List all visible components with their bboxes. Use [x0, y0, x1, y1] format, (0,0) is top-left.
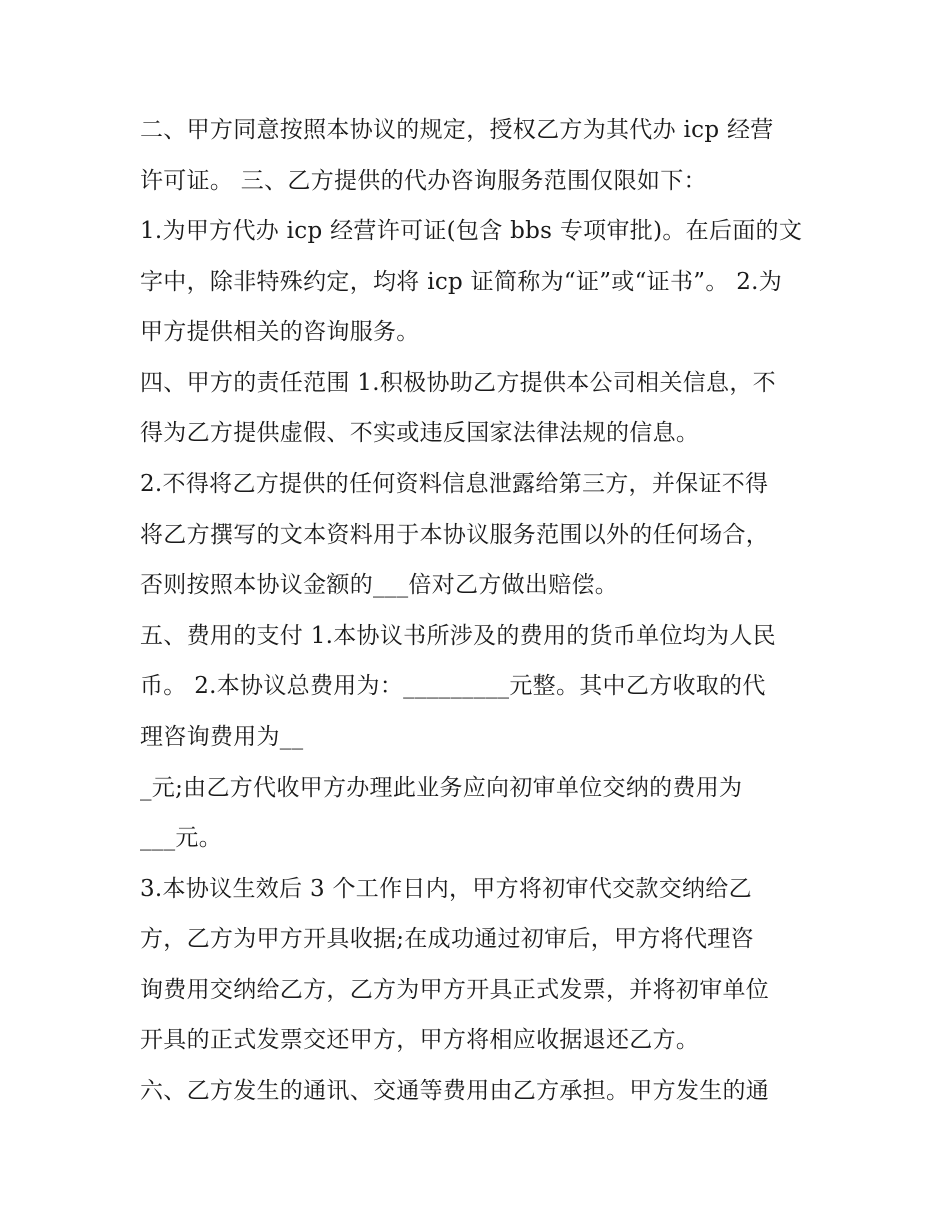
text-line: 方，乙方为甲方开具收据;在成功通过初审后，甲方将代理咨: [140, 926, 754, 952]
text-line: 甲方提供相关的咨询服务。: [140, 319, 420, 345]
text-line: ___元。: [140, 825, 222, 851]
text-line: 四、甲方的责任范围 1.积极协助乙方提供本公司相关信息，不: [140, 370, 776, 396]
text-line: 币。 2.本协议总费用为：_________元整。其中乙方收取的代: [140, 673, 766, 699]
text-line: 1.为甲方代办 icp 经营许可证(包含 bbs 专项审批)。在后面的文: [140, 218, 803, 244]
text-line: 二、甲方同意按照本协议的规定，授权乙方为其代办 icp 经营: [140, 117, 774, 143]
text-line: 六、乙方发生的通讯、交通等费用由乙方承担。甲方发生的通: [140, 1078, 770, 1104]
text-line: 询费用交纳给乙方，乙方为甲方开具正式发票，并将初审单位: [140, 977, 770, 1003]
text-line: 3.本协议生效后 3 个工作日内，甲方将初审代交款交纳给乙: [140, 876, 752, 902]
text-line: 得为乙方提供虚假、不实或违反国家法律法规的信息。: [140, 420, 700, 446]
text-line: 2.不得将乙方提供的任何资料信息泄露给第三方，并保证不得: [140, 471, 769, 497]
text-line: _元;由乙方代收甲方办理此业务应向初审单位交纳的费用为: [140, 775, 743, 801]
text-line: 五、费用的支付 1.本协议书所涉及的费用的货币单位均为人民: [140, 623, 776, 649]
text-line: 将乙方撰写的文本资料用于本协议服务范围以外的任何场合，: [140, 522, 770, 548]
text-line: 字中，除非特殊约定，均将 icp 证简称为“证”或“证书”。 2.为: [140, 269, 783, 295]
text-line: 理咨询费用为__: [140, 724, 304, 750]
text-line: 否则按照本协议金额的___倍对乙方做出赔偿。: [140, 572, 619, 598]
text-line: 许可证。 三、乙方提供的代办咨询服务范围仅限如下：: [140, 168, 707, 194]
text-line: 开具的正式发票交还甲方，甲方将相应收据退还乙方。: [140, 1027, 700, 1053]
